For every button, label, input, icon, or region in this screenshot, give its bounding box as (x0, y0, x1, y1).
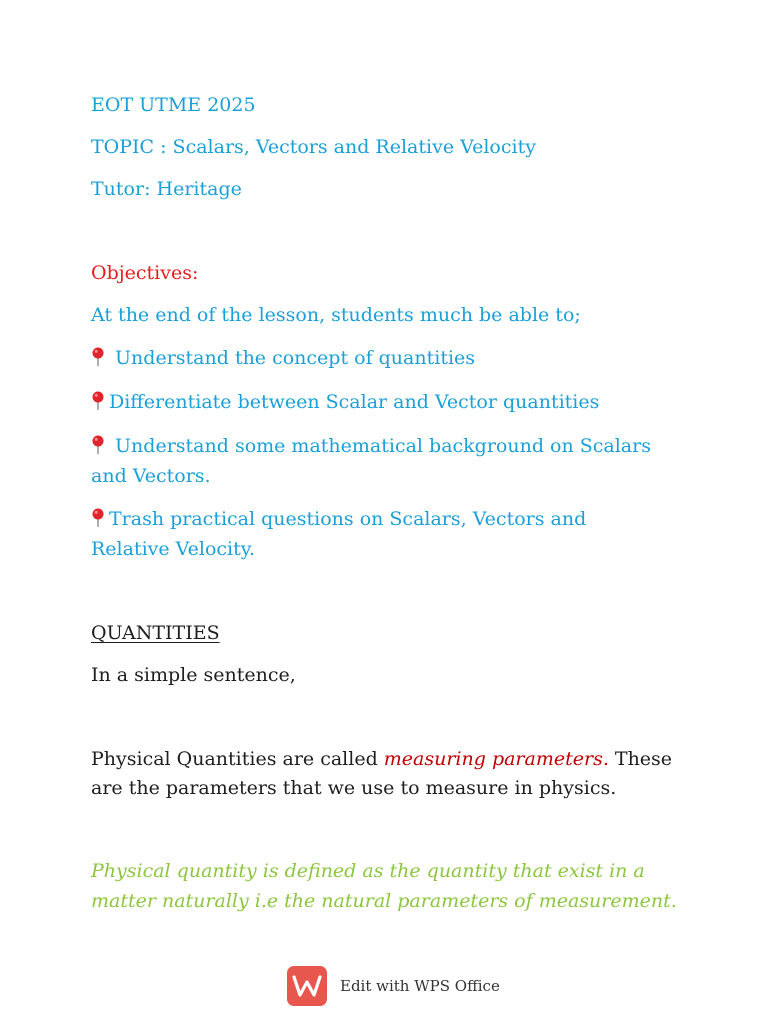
objective-item-2 (91, 387, 691, 417)
paragraph-text: Physical Quantities are called (91, 748, 384, 770)
quantities-sentence: In a simple sentence, (91, 664, 296, 686)
pin-icon (91, 391, 105, 411)
objective-item-4 (91, 504, 691, 534)
exam-title: EOT UTME 2025 (91, 94, 256, 116)
wps-footer-link[interactable] (287, 964, 500, 1008)
measuring-parameters-emphasis: measuring parameters. (383, 748, 609, 770)
definition-line-1: Physical quantity is defined as the quantity that exist in a (91, 860, 645, 882)
pin-icon (91, 508, 105, 528)
wps-office-logo-icon (287, 966, 327, 1006)
objective-text: Differentiate between Scalar and Vector quantities (109, 391, 600, 413)
objective-text: Understand some mathematical background on Scalars (115, 435, 651, 457)
pin-icon (91, 435, 105, 455)
objectives-heading: Objectives: (91, 262, 199, 284)
objective-text: Understand the concept of quantities (115, 347, 476, 369)
objective-text: Trash practical questions on Scalars, Vectors and (109, 508, 587, 530)
wps-footer-label[interactable]: Edit with WPS Office (340, 977, 500, 995)
objective-item-3 (91, 431, 691, 461)
quantities-paragraph-line-1 (91, 744, 691, 774)
quantities-heading: QUANTITIES (91, 622, 220, 644)
objectives-intro: At the end of the lesson, students much be able to; (91, 304, 581, 326)
objective-item-3-continued: and Vectors. (91, 465, 211, 487)
definition-line-2: matter naturally i.e the natural parameters of measurement. (91, 890, 677, 912)
tutor-line: Tutor: Heritage (91, 178, 242, 200)
topic-line: TOPIC : Scalars, Vectors and Relative Velocity (91, 136, 536, 158)
quantities-paragraph-line-2: are the parameters that we use to measure in physics. (91, 777, 617, 799)
objective-item-1 (91, 343, 691, 373)
pin-icon (91, 347, 105, 367)
objective-item-4-continued: Relative Velocity. (91, 538, 256, 560)
paragraph-text: These (608, 748, 673, 770)
